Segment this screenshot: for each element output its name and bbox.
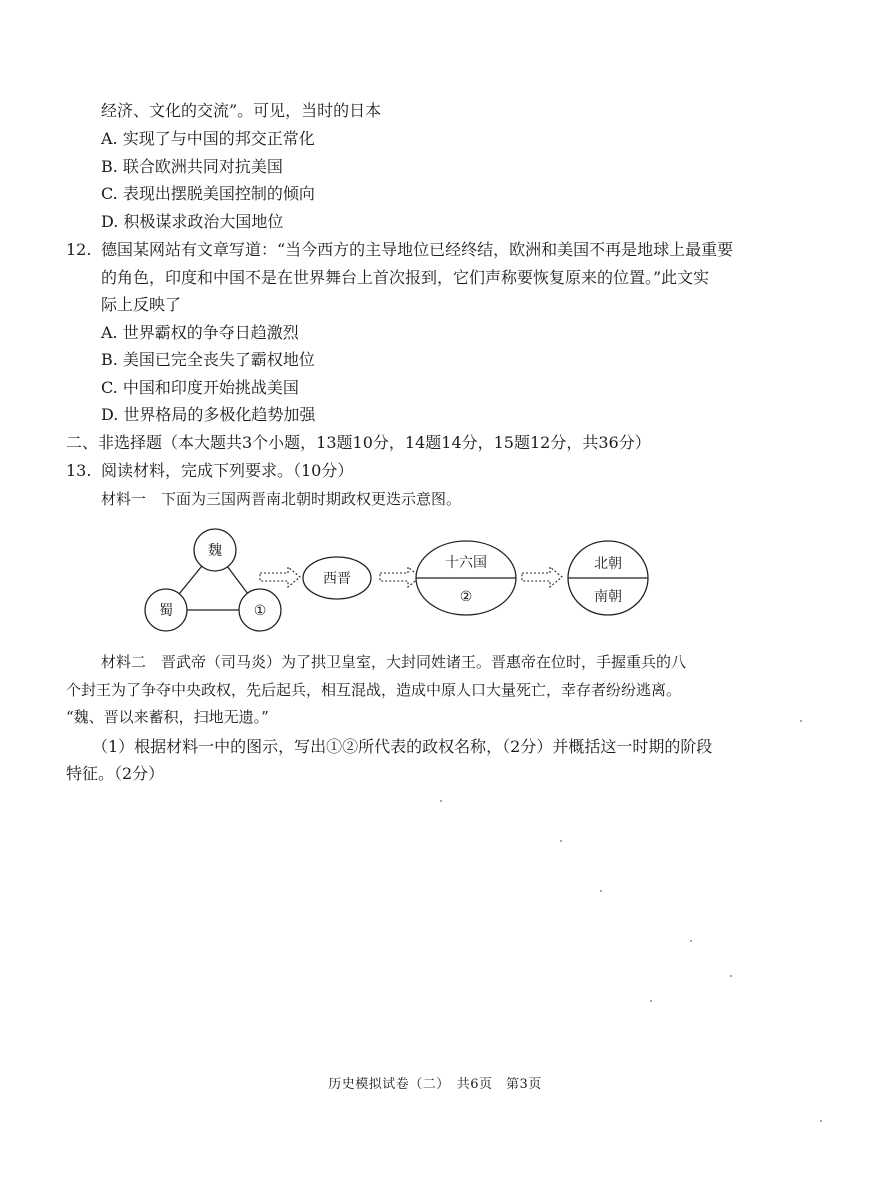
wei-label: 魏 <box>208 543 222 559</box>
material1-caption: 材料一 下面为三国两晋南北朝时期政权更迭示意图。 <box>101 490 462 508</box>
material2-line-1: 材料二 晋武帝（司马炎）为了拱卫皇室，大封同姓诸王。晋惠帝在位时，手握重兵的八 <box>101 653 687 671</box>
q12-option-b: B. 美国已完全丧失了霸权地位 <box>101 350 315 369</box>
scan-speck <box>690 940 692 942</box>
q13-title: 阅读材料，完成下列要求。（10分） <box>101 461 354 480</box>
q11-stem-end: 经济、文化的交流”。可见，当时的日本 <box>101 101 382 120</box>
material2-line-3: “魏、晋以来蓄积，扫地无遗。” <box>66 708 269 726</box>
beichao-label: 北朝 <box>594 556 622 572</box>
scan-speck <box>600 890 602 892</box>
wei-node <box>194 529 236 571</box>
arrow-2-icon <box>380 567 420 587</box>
shiliuguo-label: 十六国 <box>445 555 487 571</box>
q12-option-d: D. 世界格局的多极化趋势加强 <box>101 405 316 424</box>
xijin-node <box>303 557 371 599</box>
q13-sub1-line-1: （1）根据材料一中的图示，写出①②所代表的政权名称，（2分）并概括这一时期的阶段 <box>92 737 713 756</box>
q13-number: 13. <box>66 461 92 480</box>
q12-stem-line-2: 的角色，印度和中国不是在世界舞台上首次报到，它们声称要恢复原来的位置。”此文实 <box>101 268 710 287</box>
q11-option-b: B. 联合欧洲共同对抗美国 <box>101 157 283 176</box>
q11-option-d: D. 积极谋求政治大国地位 <box>101 212 284 231</box>
q11-option-a: A. 实现了与中国的邦交正常化 <box>101 129 315 148</box>
shu-node <box>145 589 187 631</box>
q12-stem-line-3: 际上反映了 <box>101 295 182 314</box>
arrow-3-icon <box>522 567 562 587</box>
page-footer: 历史模拟试卷（二） 共6页 第3页 <box>328 1077 542 1092</box>
scan-speck <box>440 800 442 802</box>
arrow-1-icon <box>260 567 300 587</box>
material2-line-2: 个封王为了争夺中央政权，先后起兵，相互混战，造成中原人口大量死亡，幸存者纷纷逃离。 <box>66 681 682 699</box>
q11-option-c: C. 表现出摆脱美国控制的倾向 <box>101 184 315 203</box>
blank1-node <box>239 589 281 631</box>
scan-speck <box>650 1000 652 1002</box>
q13-sub1-line-2: 特征。（2分） <box>66 764 165 783</box>
nanchao-label: 南朝 <box>594 589 622 605</box>
q12-option-c: C. 中国和印度开始挑战美国 <box>101 378 299 397</box>
q12-option-a: A. 世界霸权的争夺日趋激烈 <box>101 323 299 342</box>
scan-speck <box>560 840 562 842</box>
q12-stem-line-1: 德国某网站有文章写道：“当今西方的主导地位已经终结，欧洲和美国不再是地球上最重要 <box>101 240 734 259</box>
nanbeichao-node <box>568 541 648 615</box>
shu-label: 蜀 <box>159 603 173 619</box>
xijin-label: 西晋 <box>323 571 351 587</box>
blank2-label: ② <box>459 589 473 605</box>
blank1-label: ① <box>253 603 267 619</box>
section2-heading: 二、非选择题（本大题共3个小题，13题10分，14题14分，15题12分，共36分） <box>66 433 651 452</box>
scan-speck <box>800 720 802 722</box>
regime-change-diagram <box>140 528 700 643</box>
scan-speck <box>820 1120 822 1122</box>
scan-speck <box>730 975 732 977</box>
shiliuguo-node <box>416 541 516 615</box>
q12-number: 12. <box>66 240 92 259</box>
